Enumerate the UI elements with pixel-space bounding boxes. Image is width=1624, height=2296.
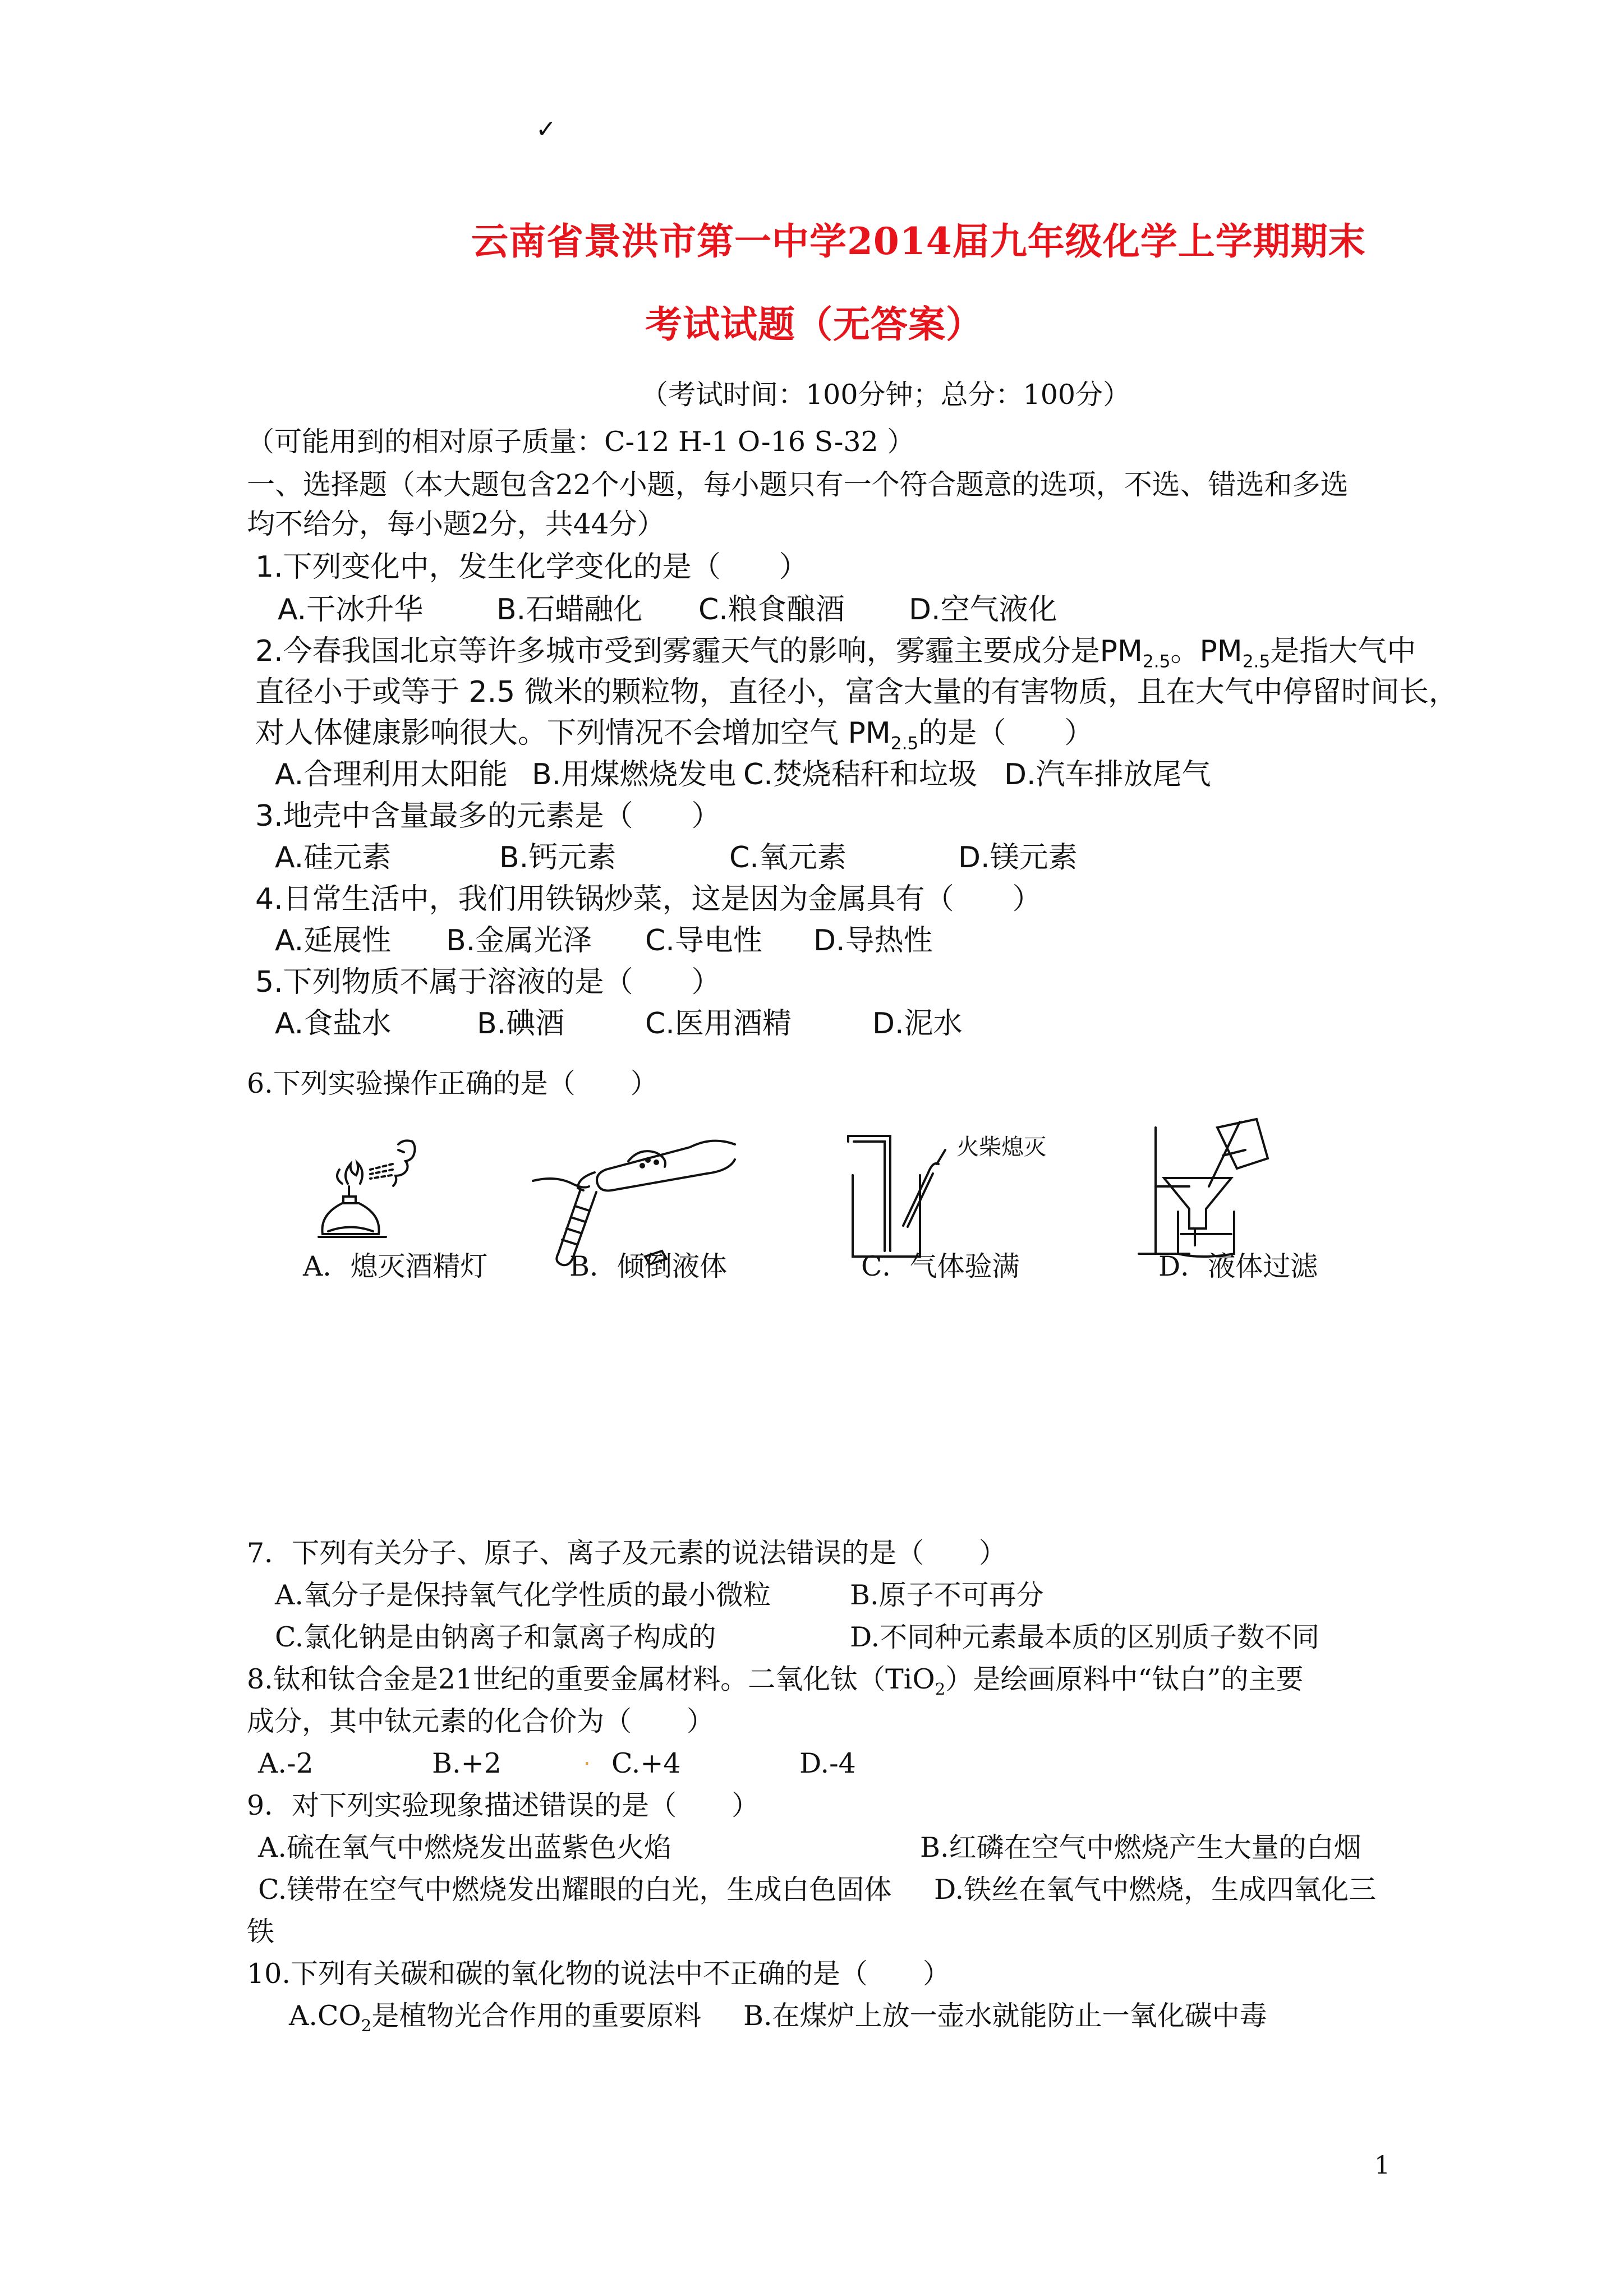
match-extinguished-label: 火柴熄灭 — [956, 1134, 1046, 1160]
pouring-liquid-figure — [527, 1128, 740, 1268]
question-10-stem: 10.下列有关碳和碳的氧化物的说法中不正确的是（ ） — [247, 1958, 950, 1990]
question-6-stem: 6.下列实验操作正确的是（ ） — [247, 1068, 658, 1099]
q5-option-b: B.碘酒 — [477, 1007, 565, 1041]
q5-option-a: A.食盐水 — [275, 1007, 392, 1041]
q9-continuation: 铁 — [247, 1916, 275, 1948]
q6-option-d: D．液体过滤 — [1158, 1250, 1318, 1282]
atomic-mass-note: （可能用到的相对原子质量：C-12 H-1 O-16 S-32 ） — [247, 426, 915, 458]
q6-option-c: C．气体验满 — [861, 1250, 1020, 1282]
q4-option-c: C.导电性 — [645, 924, 762, 958]
q2-line1-end: 是指大气中 — [1270, 634, 1416, 668]
q10-option-a-sub: 2 — [361, 2016, 372, 2035]
q9-option-b: B.红磷在空气中燃烧产生大量的白烟 — [920, 1832, 1361, 1864]
q2-line1-text: 2.今春我国北京等许多城市受到雾霾天气的影响，雾霾主要成分是PM — [255, 634, 1143, 668]
q4-option-a: A.延展性 — [275, 924, 392, 958]
q2-line1-sub: 2.5 — [1142, 651, 1171, 672]
q2-option-c: C.焚烧秸秆和垃圾 — [743, 758, 977, 792]
stray-dot: . — [583, 1745, 591, 1770]
question-5-stem: 5.下列物质不属于溶液的是（ ） — [255, 965, 721, 999]
alcohol-lamp-figure — [314, 1133, 460, 1262]
question-1-stem: 1.下列变化中，发生化学变化的是（ ） — [255, 550, 808, 584]
q7-option-a: A.氧分子是保持氧气化学性质的最小微粒 — [275, 1579, 771, 1611]
q8-option-a: A.-2 — [258, 1747, 314, 1779]
q8-line1-sub: 2 — [935, 1679, 946, 1699]
q7-option-b: B.原子不可再分 — [850, 1579, 1044, 1611]
q8-line1-text: 8.钛和钛合金是21世纪的重要金属材料。二氧化钛（TiO — [247, 1663, 935, 1695]
question-8-line2: 成分，其中钛元素的化合价为（ ） — [247, 1705, 715, 1737]
q3-option-b: B.钙元素 — [499, 841, 617, 875]
filtration-figure — [1133, 1116, 1285, 1268]
q9-option-d: D.铁丝在氧气中燃烧，生成四氧化三 — [934, 1874, 1377, 1906]
question-8-line1 — [247, 1662, 1303, 1707]
q3-option-a: A.硅元素 — [275, 841, 392, 875]
q2-line3-sub: 2.5 — [890, 733, 919, 754]
q10-option-a-pre: A.CO — [289, 2000, 361, 2032]
q6-option-b: B．倾倒液体 — [569, 1250, 728, 1282]
q2-option-b: B.用煤燃烧发电 — [532, 758, 737, 792]
q10-option-a-post: 是植物光合作用的重要原料 — [371, 2000, 702, 2032]
q2-option-a: A.合理利用太阳能 — [275, 758, 508, 792]
q10-option-a — [289, 1998, 701, 2044]
q2-line3-text: 对人体健康影响很大。下列情况不会增加空气 PM — [255, 716, 891, 750]
q7-option-d: D.不同种元素最本质的区别质子数不同 — [850, 1621, 1320, 1653]
question-3-stem: 3.地壳中含量最多的元素是（ ） — [255, 799, 721, 833]
q5-option-d: D.泥水 — [872, 1007, 963, 1041]
q1-option-b: B.石蜡融化 — [496, 593, 643, 627]
q1-option-a: A.干冰升华 — [278, 593, 424, 627]
question-4-stem: 4.日常生活中，我们用铁锅炒菜，这是因为金属具有（ ） — [255, 882, 1042, 916]
q4-option-b: B.金属光泽 — [446, 924, 592, 958]
q2-line1-sub2: 2.5 — [1242, 651, 1271, 672]
page-number: 1 — [1374, 2151, 1390, 2180]
question-9-stem: 9．对下列实验现象描述错误的是（ ） — [247, 1789, 760, 1821]
q2-line3-end: 的是（ ） — [918, 716, 1094, 750]
q5-option-c: C.医用酒精 — [645, 1007, 792, 1041]
q1-option-c: C.粮食酿酒 — [698, 593, 845, 627]
q8-option-d: D.-4 — [799, 1747, 856, 1779]
exam-info: （考试时间：100分钟；总分：100分） — [641, 379, 1131, 411]
q2-option-d: D.汽车排放尾气 — [1004, 758, 1211, 792]
page-title-line2: 考试试题（无答案） — [645, 302, 983, 346]
q2-line1-mid: 。PM — [1170, 634, 1243, 668]
q6-option-a: A．熄灭酒精灯 — [303, 1250, 488, 1282]
checkmark: ✓ — [536, 115, 556, 144]
q8-option-b: B.+2 — [432, 1747, 502, 1779]
section-heading-line2: 均不给分，每小题2分，共44分） — [247, 508, 665, 540]
question-2-line2: 直径小于或等于 2.5 微米的颗粒物，直径小，富含大量的有害物质，且在大气中停留时间长， — [255, 675, 1458, 709]
page-title-line1: 云南省景洪市第一中学2014届九年级化学上学期期末 — [471, 219, 1366, 263]
q7-option-c: C.氯化钠是由钠离子和氯离子构成的 — [275, 1621, 716, 1653]
gas-check-figure — [841, 1130, 976, 1265]
q1-option-d: D.空气液化 — [909, 593, 1057, 627]
q8-option-c: C.+4 — [611, 1747, 681, 1779]
q9-option-a: A.硫在氧气中燃烧发出蓝紫色火焰 — [258, 1832, 671, 1864]
q3-option-d: D.镁元素 — [958, 841, 1078, 875]
question-7-stem: 7．下列有关分子、原子、离子及元素的说法错误的是（ ） — [247, 1537, 1007, 1569]
q8-line1-end: ）是绘画原料中“钛白”的主要 — [945, 1663, 1304, 1695]
q3-option-c: C.氧元素 — [729, 841, 846, 875]
q9-option-c: C.镁带在空气中燃烧发出耀眼的白光，生成白色固体 — [258, 1874, 892, 1906]
q4-option-d: D.导热性 — [813, 924, 933, 958]
section-heading-line1: 一、选择题（本大题包含22个小题，每小题只有一个符合题意的选项，不选、错选和多选 — [247, 468, 1349, 501]
q10-option-b: B.在煤炉上放一壶水就能防止一氧化碳中毒 — [743, 2000, 1267, 2032]
